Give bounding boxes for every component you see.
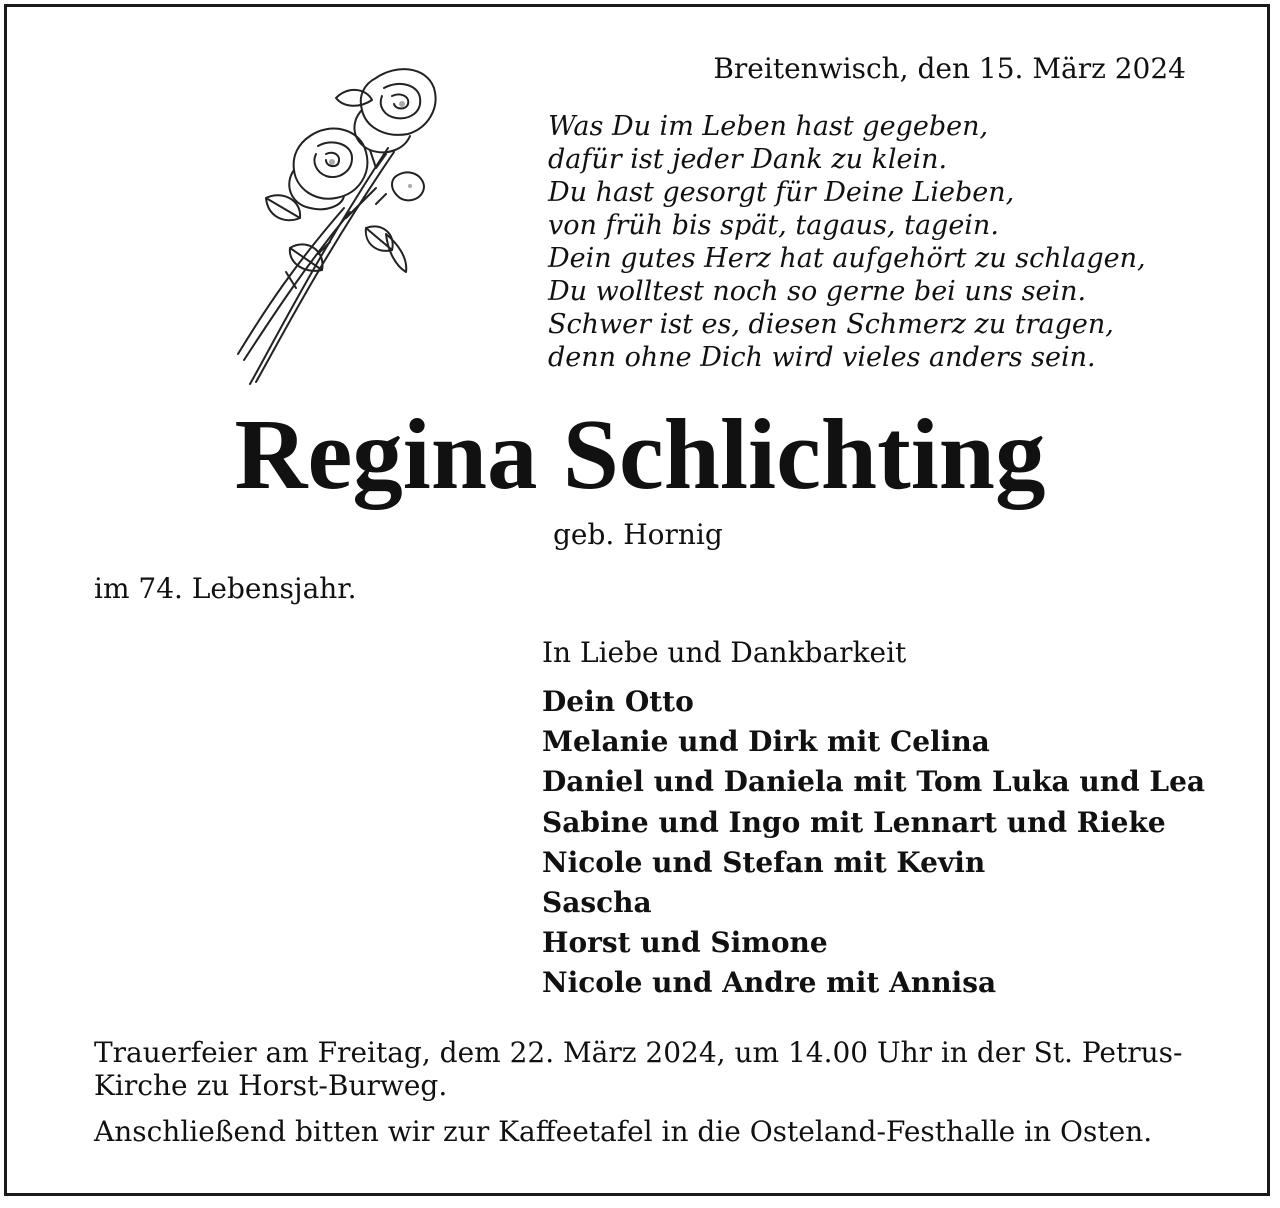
- mourner-entry: Sabine und Ingo mit Lennart und Rieke: [542, 805, 1166, 839]
- poem-line: Du wolltest noch so gerne bei uns sein.: [548, 276, 1087, 307]
- maiden-name: geb. Hornig: [553, 518, 723, 551]
- mourner-entry: Nicole und Stefan mit Kevin: [542, 845, 986, 879]
- mourner-entry: Nicole und Andre mit Annisa: [542, 966, 997, 1000]
- poem-line: Schwer ist es, diesen Schmerz zu tragen,: [548, 309, 1114, 340]
- mourners-intro: In Liebe und Dankbarkeit: [542, 636, 907, 669]
- funeral-service-text: Trauerfeier am Freitag, dem 22. März 2024, um 14.00 Uhr in der St. Petrus-Kirche zu Horst-Burweg.: [94, 1036, 1183, 1102]
- mourner-entry: Sascha: [542, 886, 652, 920]
- poem-line: Dein gutes Herz hat aufgehört zu schlagen,: [548, 243, 1146, 274]
- rose-icon: [226, 58, 446, 388]
- deceased-name: Regina Schlichting: [234, 398, 1046, 510]
- age-line: im 74. Lebensjahr.: [94, 572, 357, 605]
- mourners-list: [542, 682, 1205, 1004]
- poem: [548, 110, 1146, 374]
- place-date: Breitenwisch, den 15. März 2024: [713, 52, 1186, 85]
- reception-text: Anschließend bitten wir zur Kaffeetafel in die Osteland-Festhalle in Osten.: [94, 1115, 1153, 1148]
- poem-line: Du hast gesorgt für Deine Lieben,: [548, 177, 1015, 208]
- mourner-entry: Horst und Simone: [542, 926, 828, 960]
- mourner-entry: Dein Otto: [542, 685, 694, 718]
- poem-line: von früh bis spät, tagaus, tagein.: [548, 210, 999, 241]
- poem-line: dafür ist jeder Dank zu klein.: [548, 144, 948, 175]
- mourner-entry: Daniel und Daniela mit Tom Luka und Lea: [542, 765, 1206, 799]
- poem-line: Was Du im Leben hast gegeben,: [548, 111, 989, 142]
- mourner-entry: Melanie und Dirk mit Celina: [542, 725, 990, 759]
- service-info: [94, 1036, 1189, 1148]
- poem-line: denn ohne Dich wird vieles anders sein.: [548, 342, 1096, 373]
